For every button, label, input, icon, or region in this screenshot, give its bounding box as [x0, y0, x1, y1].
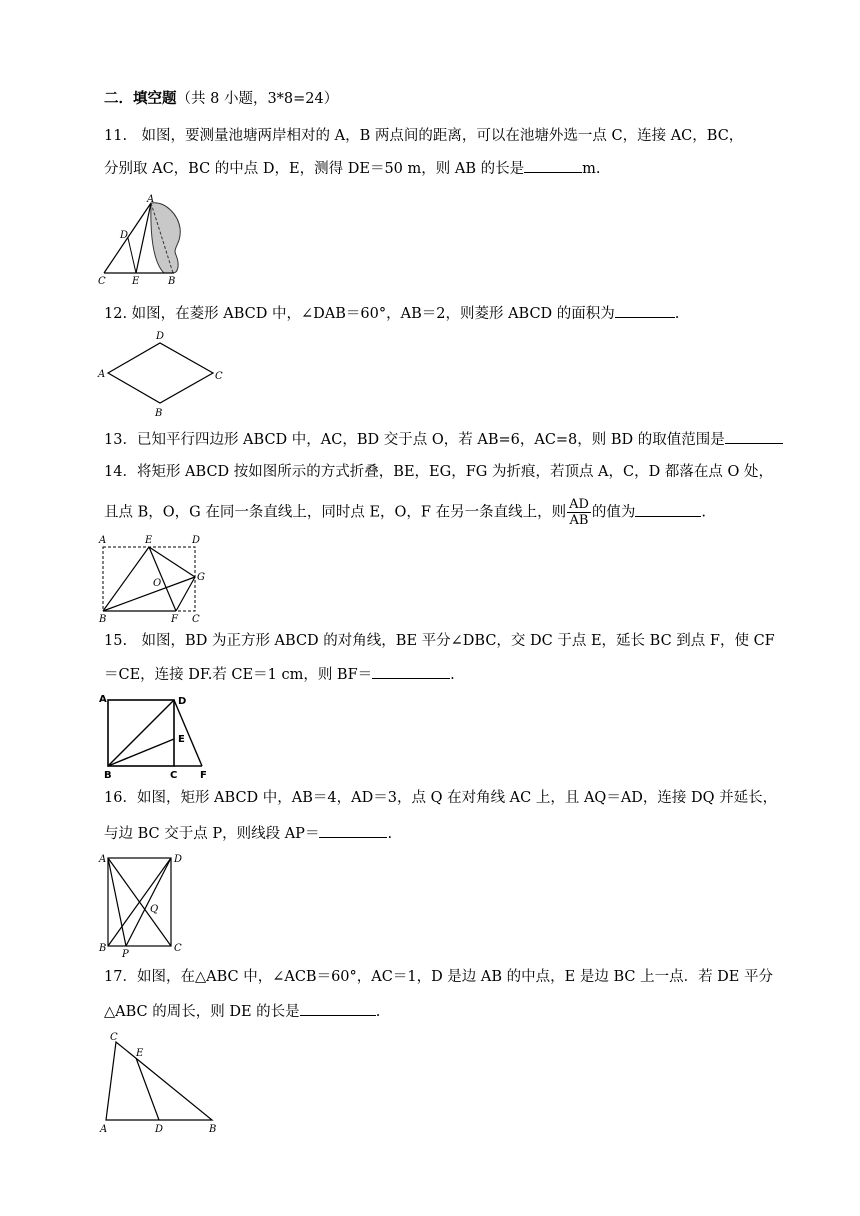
- q16-label-d: D: [174, 854, 183, 865]
- q17-label-a: A: [100, 1124, 108, 1135]
- q16-text: 与边 BC 交于点 P，则线段 AP＝: [104, 826, 320, 842]
- q14-label-b: B: [99, 614, 107, 625]
- q11-answer-blank[interactable]: [524, 158, 582, 173]
- q16-line1: 16．如图，矩形 ABCD 中，AB＝4，AD＝3，点 Q 在对角线 AC 上，且 AQ＝AD，连接 DQ 并延长，: [104, 790, 778, 806]
- q15-label-a: A: [99, 694, 107, 705]
- q17-text: △ABC 的周长，则 DE 的长是: [104, 1004, 300, 1020]
- q17-end: .: [375, 1004, 381, 1020]
- q12-answer-blank[interactable]: [615, 303, 675, 318]
- q11-figure: [96, 193, 196, 293]
- q15-label-e: E: [178, 734, 185, 745]
- q14-frac-den: AB: [569, 513, 589, 528]
- q15-end: .: [450, 667, 455, 683]
- q14-label-c: C: [192, 614, 200, 625]
- section-heading: [104, 89, 338, 109]
- q14-fraction: [567, 497, 591, 528]
- q12-label-b: B: [155, 408, 163, 419]
- section-note: （共 8 小题，3*8=24）: [176, 91, 339, 107]
- q17-label-e: E: [136, 1048, 144, 1059]
- q14-label-a: A: [99, 535, 107, 546]
- q11-text: 分别取 AC，BC 的中点 D，E，测得 DE＝50 m，则 AB 的长是: [104, 161, 525, 177]
- q14-figure: [96, 533, 216, 623]
- q15-line2: [104, 664, 455, 685]
- q16-line2: [104, 823, 392, 844]
- q12-text: 12. 如图，在菱形 ABCD 中，∠DAB＝60°，AB＝2，则菱形 ABCD 的面积为: [104, 306, 615, 322]
- q17-line1: 17．如图，在△ABC 中，∠ACB＝60°，AC＝1，D 是边 AB 的中点，E 是边 BC 上一点．若 DE 平分: [104, 969, 774, 985]
- q16-label-a: A: [99, 854, 107, 865]
- q15-answer-blank[interactable]: [372, 664, 450, 679]
- q16-answer-blank[interactable]: [319, 823, 387, 838]
- q15-label-b: B: [104, 770, 112, 781]
- q14-end: .: [701, 504, 707, 521]
- q14-label-g: G: [197, 572, 205, 583]
- q11-unit: m.: [582, 161, 601, 177]
- q11-label-e: E: [132, 276, 140, 287]
- q17-answer-blank[interactable]: [300, 1001, 376, 1016]
- q14-text-b: 的值为: [591, 504, 636, 521]
- q12-label-a: A: [98, 369, 106, 380]
- q14-label-f: F: [171, 614, 178, 625]
- q15-text: ＝CE，连接 DF.若 CE＝1 cm，则 BF＝: [104, 667, 373, 683]
- q13-text: 13．已知平行四边形 ABCD 中，AC，BD 交于点 O，若 AB=6，AC=8，则 BD 的取值范围是: [104, 432, 725, 448]
- q14-frac-num: AD: [569, 497, 589, 512]
- q14-label-o: O: [153, 578, 162, 589]
- q17-figure: [96, 1032, 226, 1136]
- q16-figure: [96, 848, 192, 960]
- q11-label-c: C: [98, 276, 106, 287]
- q11-label-d: D: [120, 230, 129, 241]
- q14-label-e: E: [145, 535, 153, 546]
- q14-line2: [104, 497, 706, 528]
- q16-label-p: P: [122, 949, 129, 960]
- section-title: 二．填空题: [104, 90, 177, 107]
- q17-label-d: D: [155, 1124, 164, 1135]
- q14-text: 且点 B，O，G 在同一条直线上，同时点 E，O，F 在另一条直线上，则: [104, 504, 567, 521]
- q14-answer-blank[interactable]: [635, 502, 701, 517]
- q16-label-c: C: [174, 943, 182, 954]
- q11-label-a: A: [147, 194, 155, 205]
- q11-label-b: B: [168, 276, 176, 287]
- q14-line1: 14．将矩形 ABCD 按如图所示的方式折叠，BE，EG，FG 为折痕，若顶点 A，C，D 都落在点 O 处，: [104, 464, 773, 480]
- q17-line2: [104, 1001, 380, 1022]
- q14-label-d: D: [192, 535, 201, 546]
- q15-label-c: C: [170, 770, 178, 781]
- q13-line1: [104, 429, 783, 450]
- q15-label-f: F: [200, 770, 207, 781]
- q15-figure: [96, 690, 220, 780]
- q17-label-b: B: [209, 1124, 217, 1135]
- q12-end: .: [674, 306, 680, 322]
- q16-label-b: B: [99, 943, 107, 954]
- q11-line1: 11. 如图，要测量池塘两岸相对的 A，B 两点间的距离，可以在池塘外选一点 C，连接 AC，BC，: [104, 128, 744, 144]
- q16-label-q: Q: [150, 904, 159, 915]
- q16-end: .: [387, 826, 393, 842]
- q12-label-c: C: [215, 371, 223, 382]
- q12-line1: [104, 303, 679, 324]
- q17-label-c: C: [110, 1032, 118, 1043]
- q12-figure: [96, 328, 236, 420]
- q11-line2: [104, 158, 600, 179]
- q12-label-d: D: [156, 331, 165, 342]
- q15-line1: 15. 如图，BD 为正方形 ABCD 的对角线，BE 平分∠DBC，交 DC 于点 E，延长 BC 到点 F，使 CF: [104, 633, 775, 649]
- q13-answer-blank[interactable]: [725, 429, 783, 444]
- q15-label-d: D: [178, 696, 187, 707]
